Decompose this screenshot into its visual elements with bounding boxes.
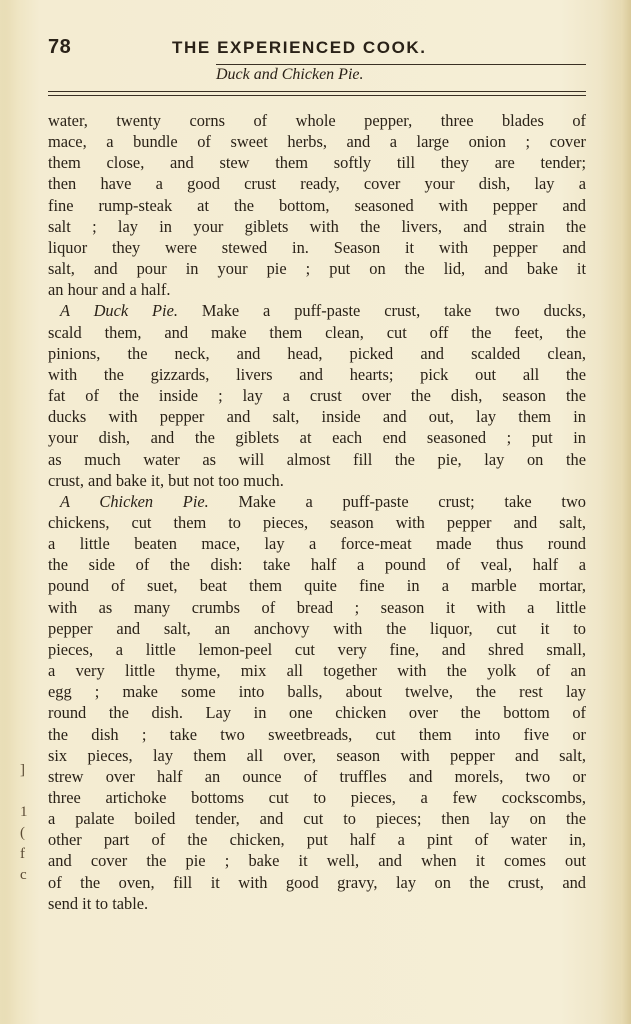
text-line <box>48 639 586 660</box>
page-number: 78 <box>48 36 72 58</box>
line-text: crust, and bake it, but not too much. <box>48 470 284 490</box>
text-line <box>48 195 586 216</box>
text-line <box>48 173 586 194</box>
line-text: other part of the chicken, put half a pint of water in, <box>48 830 586 850</box>
line-text: salt ; lay in your giblets with the livers, and strain the <box>48 216 586 236</box>
line-text: mace, a bundle of sweet herbs, and a large onion ; cover <box>48 132 586 152</box>
line-text: three artichoke bottoms cut to pieces, a few cockscombs, <box>48 788 586 807</box>
page-edge <box>621 0 631 1024</box>
text-line <box>48 850 586 871</box>
text-line <box>48 597 586 618</box>
text-line <box>48 681 586 702</box>
text-line <box>48 406 586 427</box>
line-text: an hour and a half. <box>48 280 171 300</box>
line-text: pound of suet, beat them quite fine in a marble mortar, <box>48 576 586 596</box>
header-rule-bottom <box>48 91 586 92</box>
margin-mark: f <box>20 846 25 862</box>
line-text: egg ; make some into balls, about twelve, the rest lay <box>48 682 586 702</box>
text-line <box>48 131 586 152</box>
margin-marks <box>20 760 28 886</box>
line-text: strew over half an ounce of truffles and morels, two or <box>48 766 586 786</box>
line-text: water, twenty corns of whole pepper, three blades of <box>48 111 586 130</box>
header-rule-top <box>216 64 586 65</box>
text-line <box>48 533 586 554</box>
margin-mark: 1 <box>20 804 28 820</box>
text-line <box>48 152 586 173</box>
line-text: round the dish. Lay in one chicken over the bottom of <box>48 703 586 723</box>
text-line <box>48 893 586 914</box>
section-head: Duck and Chicken Pie. <box>216 66 364 83</box>
text-line <box>48 872 586 893</box>
text-line <box>48 829 586 850</box>
running-title: THE EXPERIENCED COOK. <box>172 38 427 57</box>
line-text: a very little thyme, mix all together with the yolk of an <box>48 661 586 681</box>
line-text: pinions, the neck, and head, picked and scalded clean, <box>48 343 586 363</box>
line-text: Make a puff-paste crust; take two <box>208 491 586 511</box>
line-text: a little beaten mace, lay a force-meat made thus round <box>48 534 586 554</box>
line-text: as much water as will almost fill the pie, lay on the <box>48 449 586 469</box>
margin-mark: c <box>20 867 27 883</box>
text-line <box>48 702 586 723</box>
margin-mark: ] <box>20 762 25 778</box>
text-line <box>48 618 586 639</box>
text-line <box>48 724 586 745</box>
text-line <box>48 343 586 364</box>
text-line <box>48 575 586 596</box>
line-text: fat of the inside ; lay a crust over the dish, season the <box>48 386 586 406</box>
text-line <box>48 385 586 406</box>
line-text: the side of the dish: take half a pound of veal, half a <box>48 555 586 575</box>
line-text: chickens, cut them to pieces, season with pepper and salt, <box>48 512 586 532</box>
line-text: then have a good crust ready, cover your dish, lay a <box>48 174 586 194</box>
line-text: of the oven, fill it with good gravy, lay on the crust, and <box>48 872 586 892</box>
text-line <box>48 491 586 512</box>
text-line <box>48 237 586 258</box>
text-line <box>48 470 586 491</box>
text-line <box>48 279 586 300</box>
margin-mark: ( <box>20 825 25 841</box>
line-text: with as many crumbs of bread ; season it with a little <box>48 597 586 617</box>
line-text: pepper and salt, an anchovy with the liquor, cut it to <box>48 618 586 638</box>
line-text: send it to table. <box>48 893 149 913</box>
text-line <box>48 449 586 470</box>
line-text: your dish, and the giblets at each end seasoned ; put in <box>48 428 586 448</box>
recipe-title: A Chicken Pie. <box>60 491 209 511</box>
text-line <box>48 660 586 681</box>
text-line <box>48 110 586 131</box>
line-text: liquor they were stewed in. Season it with pepper and <box>48 237 586 257</box>
line-text: them close, and stew them softly till they are tender; <box>48 153 586 173</box>
running-head <box>48 36 586 60</box>
line-text: and cover the pie ; bake it well, and when it comes out <box>48 851 586 871</box>
text-line <box>48 258 586 279</box>
line-text: fine rump-steak at the bottom, seasoned with pepper and <box>48 195 586 215</box>
line-text: pieces, a little lemon-peel cut very fine, and shred small, <box>48 639 586 659</box>
line-text: Make a puff-paste crust, take two ducks, <box>177 301 586 321</box>
recipe-title: A Duck Pie. <box>60 301 178 321</box>
body-text <box>48 110 586 914</box>
text-line <box>48 216 586 237</box>
text-line <box>48 322 586 343</box>
text-line <box>48 554 586 575</box>
text-line <box>48 808 586 829</box>
line-text: salt, and pour in your pie ; put on the lid, and bake it <box>48 259 586 279</box>
text-line <box>48 364 586 385</box>
text-line <box>48 427 586 448</box>
text-line <box>48 745 586 766</box>
text-line <box>48 512 586 533</box>
margin-mark <box>20 781 28 802</box>
header-rule-bottom-thin <box>48 95 586 96</box>
line-text: six pieces, lay them all over, season with pepper and salt, <box>48 745 586 765</box>
line-text: the dish ; take two sweetbreads, cut them into five or <box>48 724 586 744</box>
line-text: with the gizzards, livers and hearts; pick out all the <box>48 364 586 384</box>
page-gutter-shadow <box>0 0 12 1024</box>
text-line <box>48 787 586 808</box>
line-text: ducks with pepper and salt, inside and out, lay them in <box>48 407 586 427</box>
text-line <box>48 300 586 321</box>
text-line <box>48 766 586 787</box>
line-text: a palate boiled tender, and cut to pieces; then lay on the <box>48 809 586 829</box>
line-text: scald them, and make them clean, cut off the feet, the <box>48 322 586 342</box>
